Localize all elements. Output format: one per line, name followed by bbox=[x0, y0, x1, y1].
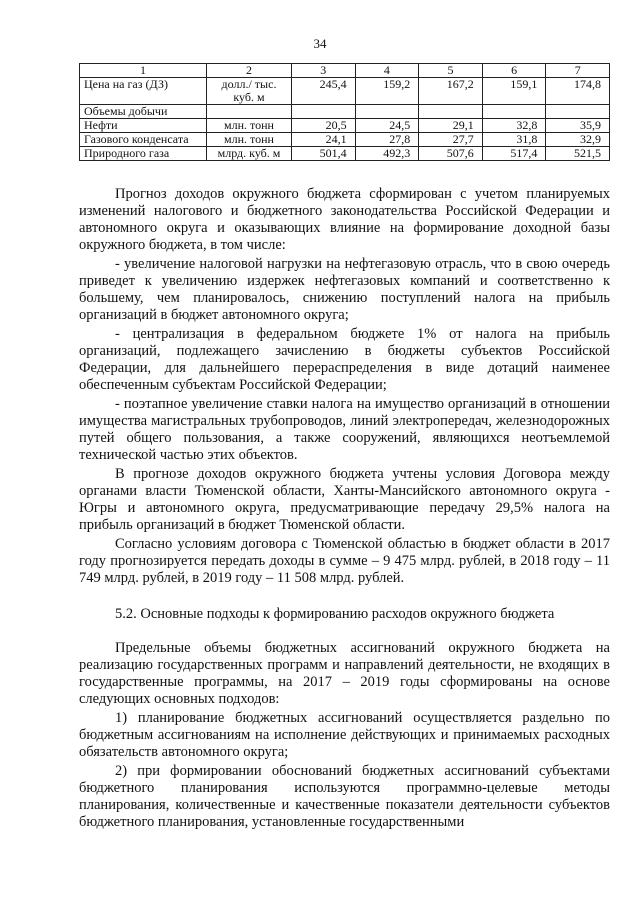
table-cell: 31,8 bbox=[482, 133, 546, 147]
revenue-section bbox=[79, 186, 610, 587]
row-name: Природного газа bbox=[80, 147, 207, 161]
paragraph: Согласно условиям договора с Тюменской областью в бюджет области в 2017 году прогнозируется передать доходы в сумме – 9 475 млрд. рублей, в 2018 году – 11 749 млрд. рублей, в 2019 году – 11 508 млрд. рублей. bbox=[79, 536, 610, 586]
table-row bbox=[80, 78, 610, 105]
paragraph: Предельные объемы бюджетных ассигнований окружного бюджета на реализацию государственных программ и направлений деятельности, не входящих в государственные программы, на 2017 – 2019 годы сформированы на основе следующих основных подходов: bbox=[79, 640, 610, 707]
table-header-cell: 3 bbox=[292, 64, 356, 78]
table-row bbox=[80, 119, 610, 133]
table-cell: 507,6 bbox=[419, 147, 483, 161]
table-cell: 27,7 bbox=[419, 133, 483, 147]
table-cell: 27,8 bbox=[355, 133, 419, 147]
row-unit: долл./ тыс. куб. м bbox=[207, 78, 292, 105]
table-header-cell: 1 bbox=[80, 64, 207, 78]
table-cell: 167,2 bbox=[419, 78, 483, 105]
table-row bbox=[80, 133, 610, 147]
list-item: - централизация в федеральном бюджете 1% от налога на прибыль организаций, подлежащего зачислению в бюджеты субъектов Российской Федерации, для дальнейшего перераспределения в виде дотаций наименее обеспеченным субъектам Российской Федерации; bbox=[79, 326, 610, 393]
table-header-cell: 2 bbox=[207, 64, 292, 78]
production-table bbox=[79, 63, 610, 161]
page-number: 34 bbox=[313, 36, 327, 51]
table-cell: 20,5 bbox=[292, 119, 356, 133]
table-cell: 24,5 bbox=[355, 119, 419, 133]
table-cell: 517,4 bbox=[482, 147, 546, 161]
table-cell: 159,1 bbox=[482, 78, 546, 105]
table-header-cell: 7 bbox=[546, 64, 610, 78]
paragraph: Прогноз доходов окружного бюджета сформирован с учетом планируемых изменений налогового и бюджетного законодательства Российской Федерации и автономного округа и оказывающих влияние на формирование доходной базы окружного бюджета, в том числе: bbox=[79, 186, 610, 253]
table-cell: 501,4 bbox=[292, 147, 356, 161]
table-cell: 492,3 bbox=[355, 147, 419, 161]
row-unit bbox=[207, 105, 292, 119]
table-cell bbox=[546, 105, 610, 119]
row-name: Газового конденсата bbox=[80, 133, 207, 147]
list-item: - поэтапное увеличение ставки налога на имущество организаций в отношении имущества магистральных трубопроводов, линий электропередач, железнодорожных путей общего пользования, а также сооружений, являющихся неотъемлемой технической частью этих объектов. bbox=[79, 396, 610, 463]
row-unit: млн. тонн bbox=[207, 133, 292, 147]
table-cell: 35,9 bbox=[546, 119, 610, 133]
table-cell: 24,1 bbox=[292, 133, 356, 147]
table-cell: 245,4 bbox=[292, 78, 356, 105]
table-header-cell: 4 bbox=[355, 64, 419, 78]
section-heading: 5.2. Основные подходы к формированию расходов окружного бюджета bbox=[115, 606, 555, 622]
row-unit: млн. тонн bbox=[207, 119, 292, 133]
table-cell: 29,1 bbox=[419, 119, 483, 133]
table-cell bbox=[482, 105, 546, 119]
table-cell: 159,2 bbox=[355, 78, 419, 105]
table-header-cell: 5 bbox=[419, 64, 483, 78]
row-name: Цена на газ (ДЗ) bbox=[80, 78, 207, 105]
table-cell bbox=[292, 105, 356, 119]
table-header-cell: 6 bbox=[482, 64, 546, 78]
row-name: Объемы добычи bbox=[80, 105, 207, 119]
row-unit: млрд. куб. м bbox=[207, 147, 292, 161]
paragraph: В прогнозе доходов окружного бюджета учтены условия Договора между органами власти Тюменской области, Ханты-Мансийского автономного округа - Югры и автономного округа, предусматривающие передачу 29,5% налога на прибыль организаций в бюджет Тюменской области. bbox=[79, 466, 610, 533]
table-cell: 32,9 bbox=[546, 133, 610, 147]
list-item: 1) планирование бюджетных ассигнований осуществляется раздельно по бюджетным ассигнованиям на исполнение действующих и принимаемых расходных обязательств автономного округа; bbox=[79, 710, 610, 760]
table-cell: 521,5 bbox=[546, 147, 610, 161]
expenditure-section bbox=[79, 640, 610, 831]
table-row bbox=[80, 147, 610, 161]
table-cell: 32,8 bbox=[482, 119, 546, 133]
table-cell: 174,8 bbox=[546, 78, 610, 105]
table-row bbox=[80, 105, 610, 119]
list-item: - увеличение налоговой нагрузки на нефтегазовую отрасль, что в свою очередь приведет к увеличению издержек нефтегазовых компаний и соответственно к большему, чем планировалось, снижению поступлений налога на прибыль организаций в бюджет автономного округа; bbox=[79, 256, 610, 323]
list-item: 2) при формировании обоснований бюджетных ассигнований субъектами бюджетного планирования используются программно-целевые методы планирования, количественные и качественные показатели деятельности субъектов бюджетного планирования, установленные государственными bbox=[79, 763, 610, 830]
table-cell bbox=[419, 105, 483, 119]
table-header-row bbox=[80, 64, 610, 78]
row-name: Нефти bbox=[80, 119, 207, 133]
table-cell bbox=[355, 105, 419, 119]
